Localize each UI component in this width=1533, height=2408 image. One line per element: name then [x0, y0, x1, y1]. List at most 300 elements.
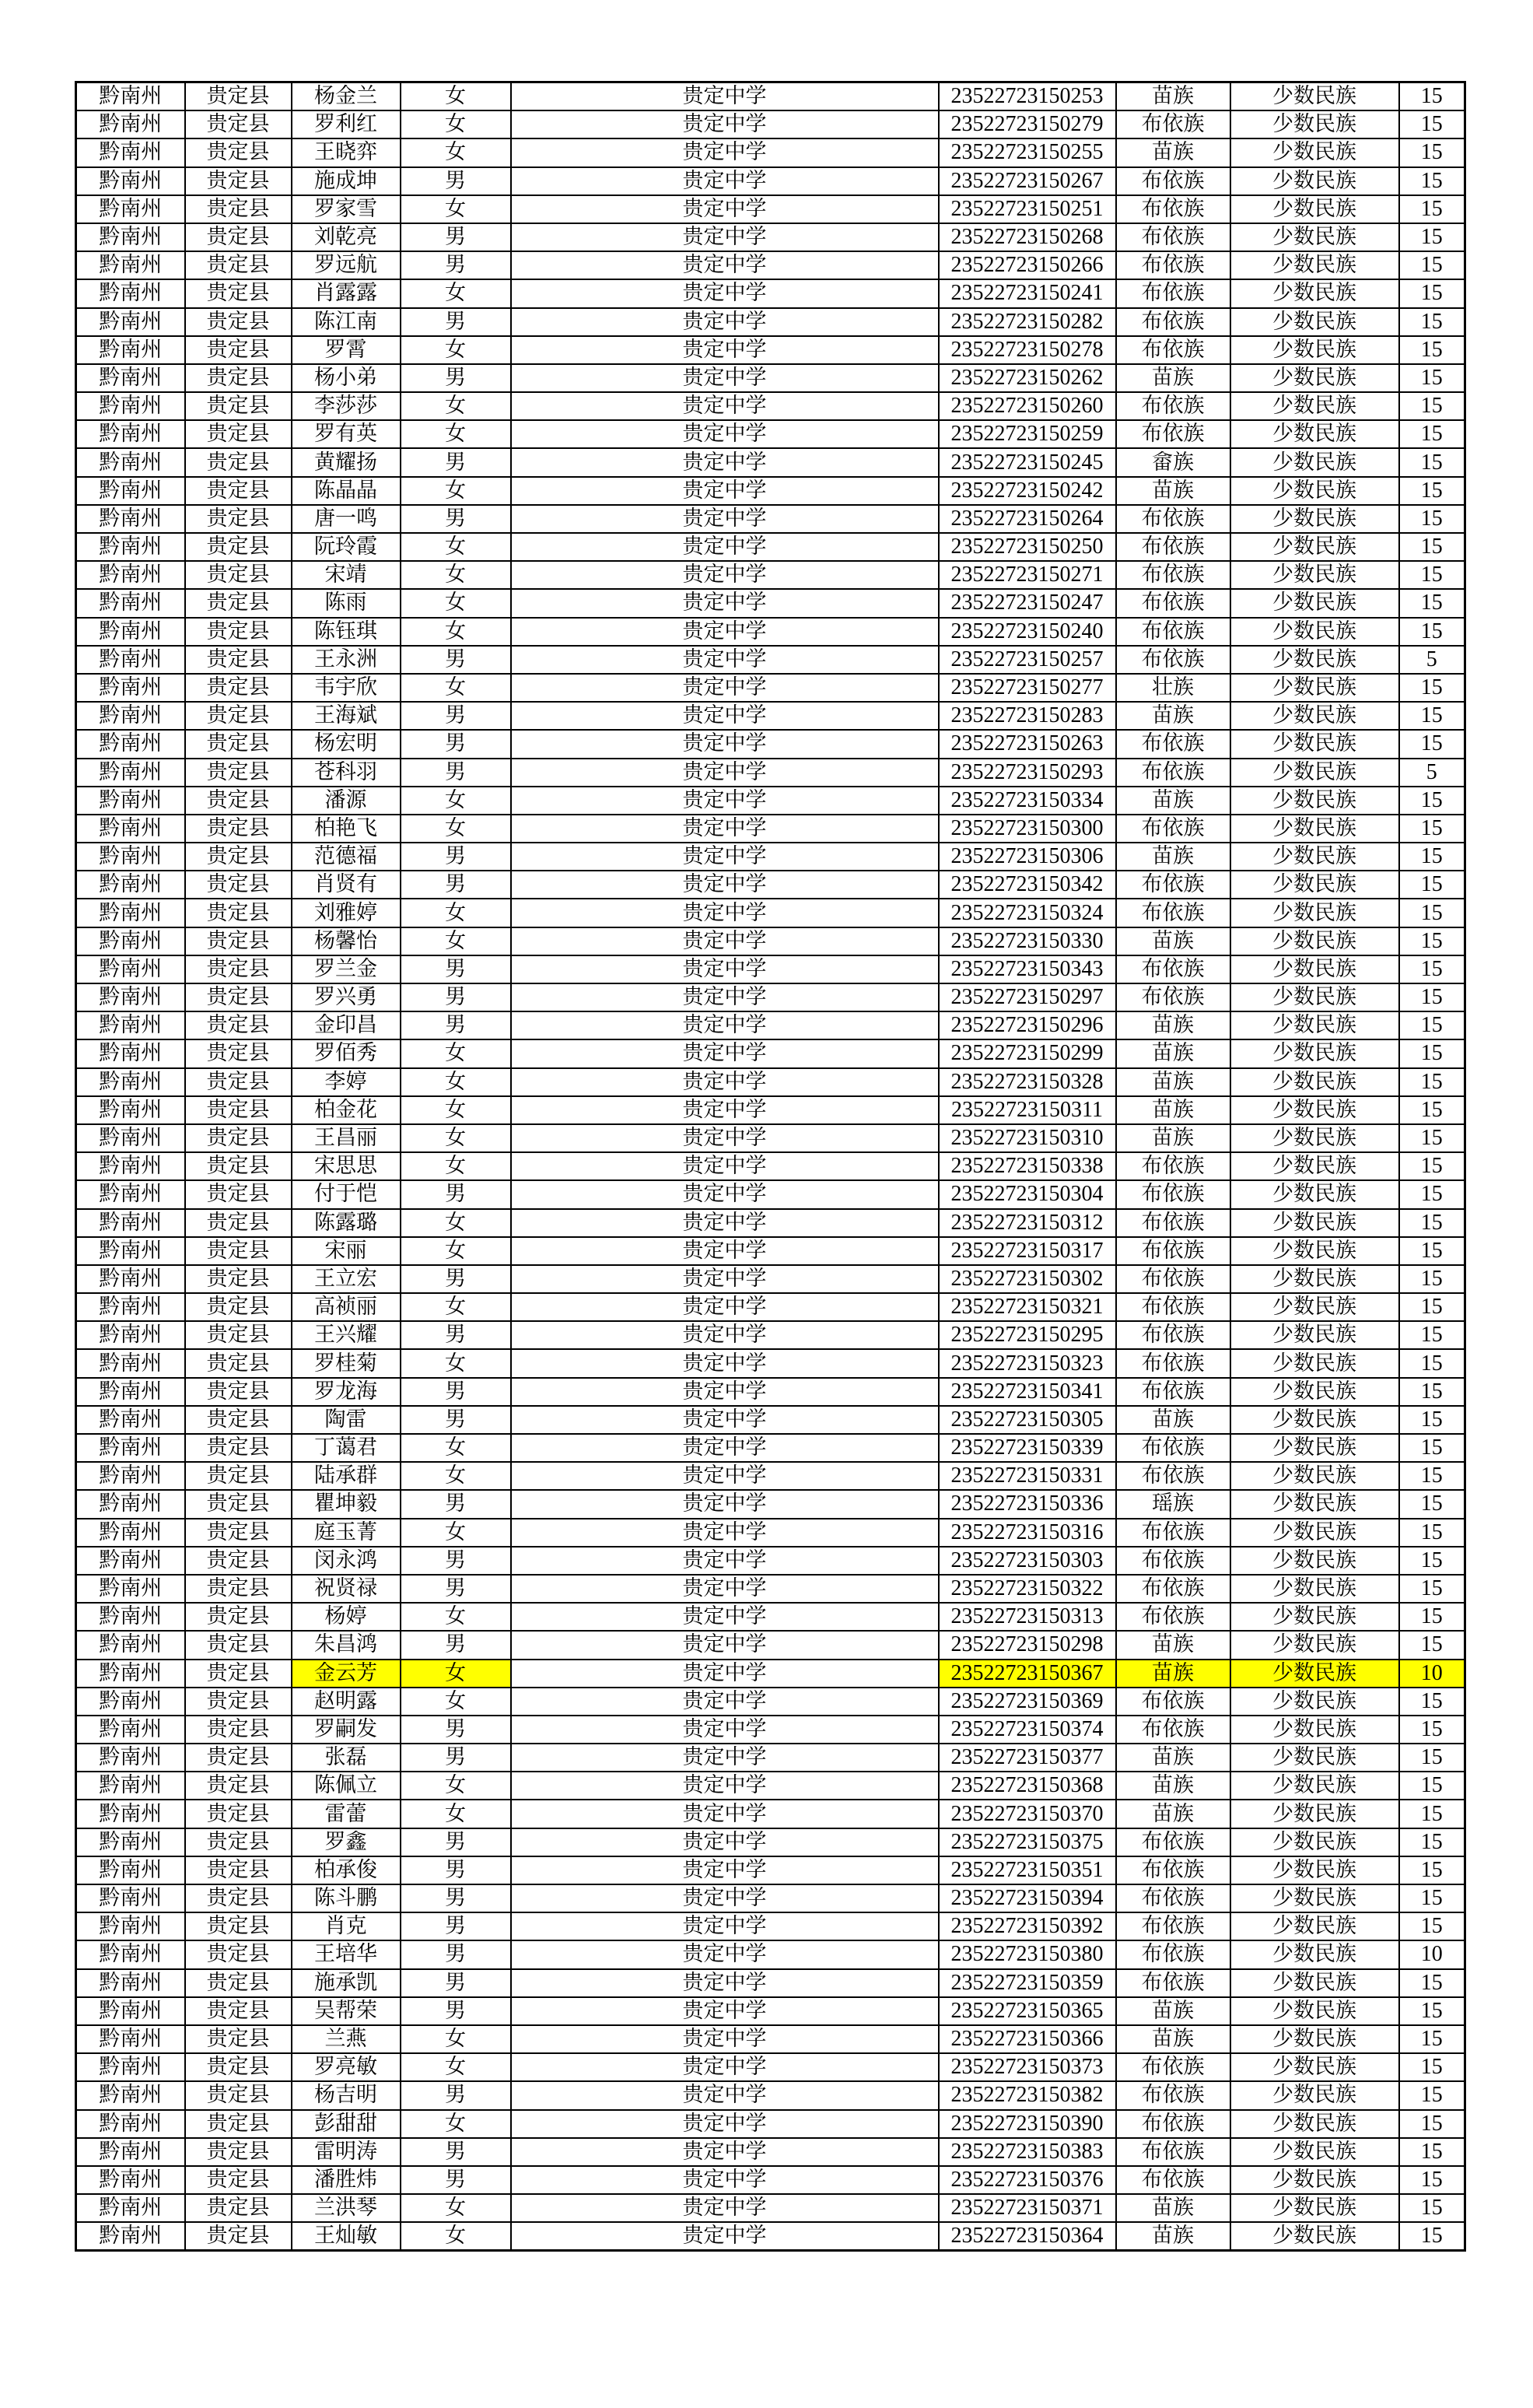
- category-cell: 少数民族: [1230, 1406, 1399, 1434]
- score-cell: 15: [1399, 787, 1465, 815]
- prefecture-cell: 黔南州: [76, 787, 185, 815]
- ethnicity-cell: 苗族: [1116, 1068, 1230, 1096]
- exam-id-cell: 23522723150377: [939, 1744, 1116, 1772]
- category-cell: 少数民族: [1230, 759, 1399, 787]
- table-row: [76, 702, 1465, 730]
- name-cell: 罗有英: [292, 420, 401, 448]
- score-cell: 15: [1399, 2138, 1465, 2166]
- county-cell: 贵定县: [185, 2053, 292, 2081]
- score-cell: 15: [1399, 1096, 1465, 1124]
- school-cell: 贵定中学: [511, 1434, 939, 1462]
- school-cell: 贵定中学: [511, 787, 939, 815]
- ethnicity-cell: 布依族: [1116, 223, 1230, 251]
- score-cell: 15: [1399, 618, 1465, 646]
- gender-cell: 男: [401, 1547, 511, 1575]
- score-cell: 15: [1399, 477, 1465, 505]
- county-cell: 贵定县: [185, 138, 292, 166]
- county-cell: 贵定县: [185, 1716, 292, 1744]
- score-cell: 15: [1399, 448, 1465, 476]
- ethnicity-cell: 布依族: [1116, 815, 1230, 843]
- name-cell: 雷明涛: [292, 2138, 401, 2166]
- name-cell: 罗亮敏: [292, 2053, 401, 2081]
- score-cell: 15: [1399, 1969, 1465, 1997]
- county-cell: 贵定县: [185, 1772, 292, 1800]
- name-cell: 施成坤: [292, 167, 401, 195]
- table-row: [76, 1940, 1465, 1968]
- school-cell: 贵定中学: [511, 1378, 939, 1406]
- gender-cell: 女: [401, 674, 511, 702]
- prefecture-cell: 黔南州: [76, 1462, 185, 1490]
- gender-cell: 女: [401, 589, 511, 617]
- exam-id-cell: 23522723150260: [939, 392, 1116, 420]
- exam-id-cell: 23522723150293: [939, 759, 1116, 787]
- county-cell: 贵定县: [185, 420, 292, 448]
- category-cell: 少数民族: [1230, 1997, 1399, 2025]
- exam-id-cell: 23522723150376: [939, 2166, 1116, 2194]
- county-cell: 贵定县: [185, 1575, 292, 1603]
- gender-cell: 女: [401, 392, 511, 420]
- category-cell: 少数民族: [1230, 1688, 1399, 1716]
- school-cell: 贵定中学: [511, 674, 939, 702]
- gender-cell: 女: [401, 1124, 511, 1152]
- gender-cell: 女: [401, 1688, 511, 1716]
- gender-cell: 男: [401, 1744, 511, 1772]
- county-cell: 贵定县: [185, 2194, 292, 2222]
- exam-id-cell: 23522723150283: [939, 702, 1116, 730]
- school-cell: 贵定中学: [511, 1744, 939, 1772]
- category-cell: 少数民族: [1230, 1096, 1399, 1124]
- exam-id-cell: 23522723150263: [939, 730, 1116, 758]
- exam-id-cell: 23522723150336: [939, 1490, 1116, 1518]
- table-row: [76, 1068, 1465, 1096]
- name-cell: 罗桂菊: [292, 1349, 401, 1377]
- school-cell: 贵定中学: [511, 702, 939, 730]
- school-cell: 贵定中学: [511, 1997, 939, 2025]
- table-row: [76, 1688, 1465, 1716]
- score-cell: 15: [1399, 1068, 1465, 1096]
- county-cell: 贵定县: [185, 561, 292, 589]
- table-row: [76, 110, 1465, 138]
- gender-cell: 男: [401, 955, 511, 983]
- prefecture-cell: 黔南州: [76, 533, 185, 561]
- name-cell: 王海斌: [292, 702, 401, 730]
- table-row: [76, 787, 1465, 815]
- exam-id-cell: 23522723150366: [939, 2025, 1116, 2053]
- county-cell: 贵定县: [185, 1068, 292, 1096]
- exam-id-cell: 23522723150370: [939, 1800, 1116, 1828]
- prefecture-cell: 黔南州: [76, 1349, 185, 1377]
- table-row: [76, 899, 1465, 927]
- prefecture-cell: 黔南州: [76, 674, 185, 702]
- school-cell: 贵定中学: [511, 2166, 939, 2194]
- prefecture-cell: 黔南州: [76, 251, 185, 279]
- county-cell: 贵定县: [185, 1462, 292, 1490]
- score-cell: 15: [1399, 110, 1465, 138]
- prefecture-cell: 黔南州: [76, 2138, 185, 2166]
- county-cell: 贵定县: [185, 730, 292, 758]
- exam-id-cell: 23522723150298: [939, 1631, 1116, 1659]
- county-cell: 贵定县: [185, 1547, 292, 1575]
- table-row: [76, 2025, 1465, 2053]
- prefecture-cell: 黔南州: [76, 983, 185, 1011]
- score-cell: 15: [1399, 2194, 1465, 2222]
- school-cell: 贵定中学: [511, 1349, 939, 1377]
- score-cell: 15: [1399, 2166, 1465, 2194]
- name-cell: 杨宏明: [292, 730, 401, 758]
- school-cell: 贵定中学: [511, 899, 939, 927]
- school-cell: 贵定中学: [511, 167, 939, 195]
- score-cell: 15: [1399, 1349, 1465, 1377]
- table-row: [76, 1744, 1465, 1772]
- county-cell: 贵定县: [185, 364, 292, 392]
- category-cell: 少数民族: [1230, 1209, 1399, 1237]
- exam-id-cell: 23522723150374: [939, 1716, 1116, 1744]
- name-cell: 阮玲霞: [292, 533, 401, 561]
- name-cell: 庭玉菁: [292, 1519, 401, 1547]
- gender-cell: 男: [401, 1575, 511, 1603]
- table-row: [76, 1884, 1465, 1912]
- prefecture-cell: 黔南州: [76, 1096, 185, 1124]
- name-cell: 杨金兰: [292, 82, 401, 111]
- name-cell: 王兴耀: [292, 1321, 401, 1349]
- county-cell: 贵定县: [185, 1603, 292, 1631]
- prefecture-cell: 黔南州: [76, 2025, 185, 2053]
- score-cell: 15: [1399, 1321, 1465, 1349]
- county-cell: 贵定县: [185, 1039, 292, 1067]
- gender-cell: 男: [401, 308, 511, 336]
- score-cell: 5: [1399, 759, 1465, 787]
- county-cell: 贵定县: [185, 336, 292, 364]
- ethnicity-cell: 布依族: [1116, 1321, 1230, 1349]
- category-cell: 少数民族: [1230, 1772, 1399, 1800]
- ethnicity-cell: 布依族: [1116, 110, 1230, 138]
- table-row: [76, 1237, 1465, 1265]
- table-row: [76, 1772, 1465, 1800]
- school-cell: 贵定中学: [511, 2081, 939, 2109]
- category-cell: 少数民族: [1230, 955, 1399, 983]
- score-cell: 10: [1399, 1660, 1465, 1688]
- prefecture-cell: 黔南州: [76, 589, 185, 617]
- exam-id-cell: 23522723150250: [939, 533, 1116, 561]
- exam-id-cell: 23522723150351: [939, 1856, 1116, 1884]
- gender-cell: 男: [401, 646, 511, 674]
- ethnicity-cell: 苗族: [1116, 1631, 1230, 1659]
- gender-cell: 女: [401, 899, 511, 927]
- school-cell: 贵定中学: [511, 1660, 939, 1688]
- score-cell: 15: [1399, 1688, 1465, 1716]
- gender-cell: 男: [401, 2138, 511, 2166]
- school-cell: 贵定中学: [511, 871, 939, 899]
- prefecture-cell: 黔南州: [76, 1237, 185, 1265]
- ethnicity-cell: 布依族: [1116, 955, 1230, 983]
- county-cell: 贵定县: [185, 1406, 292, 1434]
- category-cell: 少数民族: [1230, 420, 1399, 448]
- table-row: [76, 1434, 1465, 1462]
- exam-id-cell: 23522723150339: [939, 1434, 1116, 1462]
- name-cell: 罗霄: [292, 336, 401, 364]
- prefecture-cell: 黔南州: [76, 561, 185, 589]
- gender-cell: 女: [401, 420, 511, 448]
- prefecture-cell: 黔南州: [76, 138, 185, 166]
- ethnicity-cell: 苗族: [1116, 477, 1230, 505]
- county-cell: 贵定县: [185, 1321, 292, 1349]
- school-cell: 贵定中学: [511, 730, 939, 758]
- county-cell: 贵定县: [185, 871, 292, 899]
- name-cell: 柏承俊: [292, 1856, 401, 1884]
- score-cell: 15: [1399, 1265, 1465, 1293]
- prefecture-cell: 黔南州: [76, 955, 185, 983]
- exam-id-cell: 23522723150343: [939, 955, 1116, 983]
- prefecture-cell: 黔南州: [76, 364, 185, 392]
- name-cell: 范德福: [292, 843, 401, 871]
- score-cell: 5: [1399, 646, 1465, 674]
- county-cell: 贵定县: [185, 477, 292, 505]
- prefecture-cell: 黔南州: [76, 730, 185, 758]
- ethnicity-cell: 布依族: [1116, 561, 1230, 589]
- ethnicity-cell: 布依族: [1116, 308, 1230, 336]
- ethnicity-cell: 苗族: [1116, 1744, 1230, 1772]
- gender-cell: 男: [401, 759, 511, 787]
- exam-id-cell: 23522723150375: [939, 1828, 1116, 1856]
- exam-id-cell: 23522723150268: [939, 223, 1116, 251]
- ethnicity-cell: 布依族: [1116, 1152, 1230, 1180]
- gender-cell: 男: [401, 1828, 511, 1856]
- ethnicity-cell: 苗族: [1116, 1096, 1230, 1124]
- gender-cell: 女: [401, 2110, 511, 2138]
- exam-id-cell: 23522723150365: [939, 1997, 1116, 2025]
- ethnicity-cell: 布依族: [1116, 1434, 1230, 1462]
- gender-cell: 男: [401, 1856, 511, 1884]
- score-cell: 15: [1399, 223, 1465, 251]
- table-row: [76, 533, 1465, 561]
- exam-id-cell: 23522723150242: [939, 477, 1116, 505]
- prefecture-cell: 黔南州: [76, 2110, 185, 2138]
- exam-id-cell: 23522723150267: [939, 167, 1116, 195]
- name-cell: 王灿敏: [292, 2222, 401, 2251]
- table-row: [76, 138, 1465, 166]
- ethnicity-cell: 布依族: [1116, 1940, 1230, 1968]
- school-cell: 贵定中学: [511, 843, 939, 871]
- category-cell: 少数民族: [1230, 195, 1399, 223]
- ethnicity-cell: 布依族: [1116, 646, 1230, 674]
- category-cell: 少数民族: [1230, 1519, 1399, 1547]
- table-row: [76, 589, 1465, 617]
- category-cell: 少数民族: [1230, 1490, 1399, 1518]
- score-cell: 15: [1399, 392, 1465, 420]
- prefecture-cell: 黔南州: [76, 702, 185, 730]
- ethnicity-cell: 布依族: [1116, 1519, 1230, 1547]
- name-cell: 唐一鸣: [292, 505, 401, 533]
- score-cell: 15: [1399, 251, 1465, 279]
- score-cell: 15: [1399, 308, 1465, 336]
- table-row: [76, 2194, 1465, 2222]
- name-cell: 丁蔼君: [292, 1434, 401, 1462]
- name-cell: 罗兰金: [292, 955, 401, 983]
- gender-cell: 男: [401, 2166, 511, 2194]
- ethnicity-cell: 布依族: [1116, 167, 1230, 195]
- category-cell: 少数民族: [1230, 1856, 1399, 1884]
- gender-cell: 女: [401, 138, 511, 166]
- exam-id-cell: 23522723150310: [939, 1124, 1116, 1152]
- table-row: [76, 1969, 1465, 1997]
- name-cell: 杨婷: [292, 1603, 401, 1631]
- table-row: [76, 1912, 1465, 1940]
- category-cell: 少数民族: [1230, 1462, 1399, 1490]
- table-row: [76, 251, 1465, 279]
- table-row: [76, 1800, 1465, 1828]
- county-cell: 贵定县: [185, 505, 292, 533]
- score-cell: 15: [1399, 2110, 1465, 2138]
- table-row: [76, 1209, 1465, 1237]
- score-cell: 15: [1399, 2081, 1465, 2109]
- table-row: [76, 195, 1465, 223]
- name-cell: 李婷: [292, 1068, 401, 1096]
- school-cell: 贵定中学: [511, 927, 939, 955]
- exam-id-cell: 23522723150306: [939, 843, 1116, 871]
- table-row: [76, 1547, 1465, 1575]
- category-cell: 少数民族: [1230, 843, 1399, 871]
- score-cell: 15: [1399, 1884, 1465, 1912]
- gender-cell: 女: [401, 82, 511, 111]
- ethnicity-cell: 布依族: [1116, 1716, 1230, 1744]
- name-cell: 雷蕾: [292, 1800, 401, 1828]
- score-cell: 15: [1399, 1293, 1465, 1321]
- table-row: [76, 279, 1465, 307]
- school-cell: 贵定中学: [511, 1631, 939, 1659]
- name-cell: 韦宇欣: [292, 674, 401, 702]
- county-cell: 贵定县: [185, 1688, 292, 1716]
- name-cell: 宋靖: [292, 561, 401, 589]
- category-cell: 少数民族: [1230, 251, 1399, 279]
- table-row: [76, 336, 1465, 364]
- prefecture-cell: 黔南州: [76, 2194, 185, 2222]
- category-cell: 少数民族: [1230, 618, 1399, 646]
- prefecture-cell: 黔南州: [76, 2081, 185, 2109]
- school-cell: 贵定中学: [511, 2194, 939, 2222]
- exam-id-cell: 23522723150313: [939, 1603, 1116, 1631]
- category-cell: 少数民族: [1230, 1434, 1399, 1462]
- prefecture-cell: 黔南州: [76, 1321, 185, 1349]
- county-cell: 贵定县: [185, 251, 292, 279]
- category-cell: 少数民族: [1230, 1068, 1399, 1096]
- prefecture-cell: 黔南州: [76, 477, 185, 505]
- category-cell: 少数民族: [1230, 1349, 1399, 1377]
- prefecture-cell: 黔南州: [76, 2053, 185, 2081]
- prefecture-cell: 黔南州: [76, 815, 185, 843]
- school-cell: 贵定中学: [511, 1068, 939, 1096]
- prefecture-cell: 黔南州: [76, 1209, 185, 1237]
- ethnicity-cell: 布依族: [1116, 1688, 1230, 1716]
- school-cell: 贵定中学: [511, 2138, 939, 2166]
- score-cell: 15: [1399, 1631, 1465, 1659]
- school-cell: 贵定中学: [511, 2110, 939, 2138]
- county-cell: 贵定县: [185, 1293, 292, 1321]
- school-cell: 贵定中学: [511, 1969, 939, 1997]
- score-cell: 15: [1399, 1828, 1465, 1856]
- prefecture-cell: 黔南州: [76, 1124, 185, 1152]
- ethnicity-cell: 苗族: [1116, 2025, 1230, 2053]
- county-cell: 贵定县: [185, 223, 292, 251]
- ethnicity-cell: 布依族: [1116, 759, 1230, 787]
- name-cell: 赵明露: [292, 1688, 401, 1716]
- table-row: [76, 1124, 1465, 1152]
- name-cell: 高祯丽: [292, 1293, 401, 1321]
- exam-id-cell: 23522723150296: [939, 1011, 1116, 1039]
- ethnicity-cell: 苗族: [1116, 1772, 1230, 1800]
- ethnicity-cell: 布依族: [1116, 1349, 1230, 1377]
- school-cell: 贵定中学: [511, 646, 939, 674]
- ethnicity-cell: 布依族: [1116, 1209, 1230, 1237]
- score-cell: 15: [1399, 195, 1465, 223]
- table-row: [76, 505, 1465, 533]
- gender-cell: 男: [401, 364, 511, 392]
- school-cell: 贵定中学: [511, 138, 939, 166]
- category-cell: 少数民族: [1230, 364, 1399, 392]
- score-cell: 15: [1399, 505, 1465, 533]
- gender-cell: 男: [401, 505, 511, 533]
- name-cell: 王永洲: [292, 646, 401, 674]
- table-row: [76, 2110, 1465, 2138]
- score-cell: 15: [1399, 1912, 1465, 1940]
- county-cell: 贵定县: [185, 702, 292, 730]
- ethnicity-cell: 畲族: [1116, 448, 1230, 476]
- school-cell: 贵定中学: [511, 1209, 939, 1237]
- prefecture-cell: 黔南州: [76, 1490, 185, 1518]
- county-cell: 贵定县: [185, 2166, 292, 2194]
- name-cell: 陈露璐: [292, 1209, 401, 1237]
- gender-cell: 女: [401, 1462, 511, 1490]
- county-cell: 贵定县: [185, 983, 292, 1011]
- exam-id-cell: 23522723150390: [939, 2110, 1116, 2138]
- school-cell: 贵定中学: [511, 223, 939, 251]
- table-row: [76, 1321, 1465, 1349]
- gender-cell: 女: [401, 533, 511, 561]
- score-cell: 15: [1399, 927, 1465, 955]
- category-cell: 少数民族: [1230, 561, 1399, 589]
- name-cell: 彭甜甜: [292, 2110, 401, 2138]
- prefecture-cell: 黔南州: [76, 1547, 185, 1575]
- school-cell: 贵定中学: [511, 82, 939, 111]
- category-cell: 少数民族: [1230, 138, 1399, 166]
- table-row: [76, 1096, 1465, 1124]
- score-cell: 15: [1399, 2222, 1465, 2251]
- name-cell: 刘雅婷: [292, 899, 401, 927]
- prefecture-cell: 黔南州: [76, 1265, 185, 1293]
- county-cell: 贵定县: [185, 279, 292, 307]
- county-cell: 贵定县: [185, 1265, 292, 1293]
- score-cell: 15: [1399, 1180, 1465, 1208]
- county-cell: 贵定县: [185, 448, 292, 476]
- exam-id-cell: 23522723150311: [939, 1096, 1116, 1124]
- category-cell: 少数民族: [1230, 1940, 1399, 1968]
- school-cell: 贵定中学: [511, 618, 939, 646]
- category-cell: 少数民族: [1230, 1603, 1399, 1631]
- prefecture-cell: 黔南州: [76, 392, 185, 420]
- ethnicity-cell: 苗族: [1116, 843, 1230, 871]
- gender-cell: 女: [401, 618, 511, 646]
- county-cell: 贵定县: [185, 1940, 292, 1968]
- name-cell: 刘乾亮: [292, 223, 401, 251]
- school-cell: 贵定中学: [511, 420, 939, 448]
- category-cell: 少数民族: [1230, 1180, 1399, 1208]
- exam-id-cell: 23522723150255: [939, 138, 1116, 166]
- prefecture-cell: 黔南州: [76, 1152, 185, 1180]
- table-row: [76, 1265, 1465, 1293]
- table-row: [76, 927, 1465, 955]
- name-cell: 付于恺: [292, 1180, 401, 1208]
- prefecture-cell: 黔南州: [76, 1519, 185, 1547]
- exam-id-cell: 23522723150295: [939, 1321, 1116, 1349]
